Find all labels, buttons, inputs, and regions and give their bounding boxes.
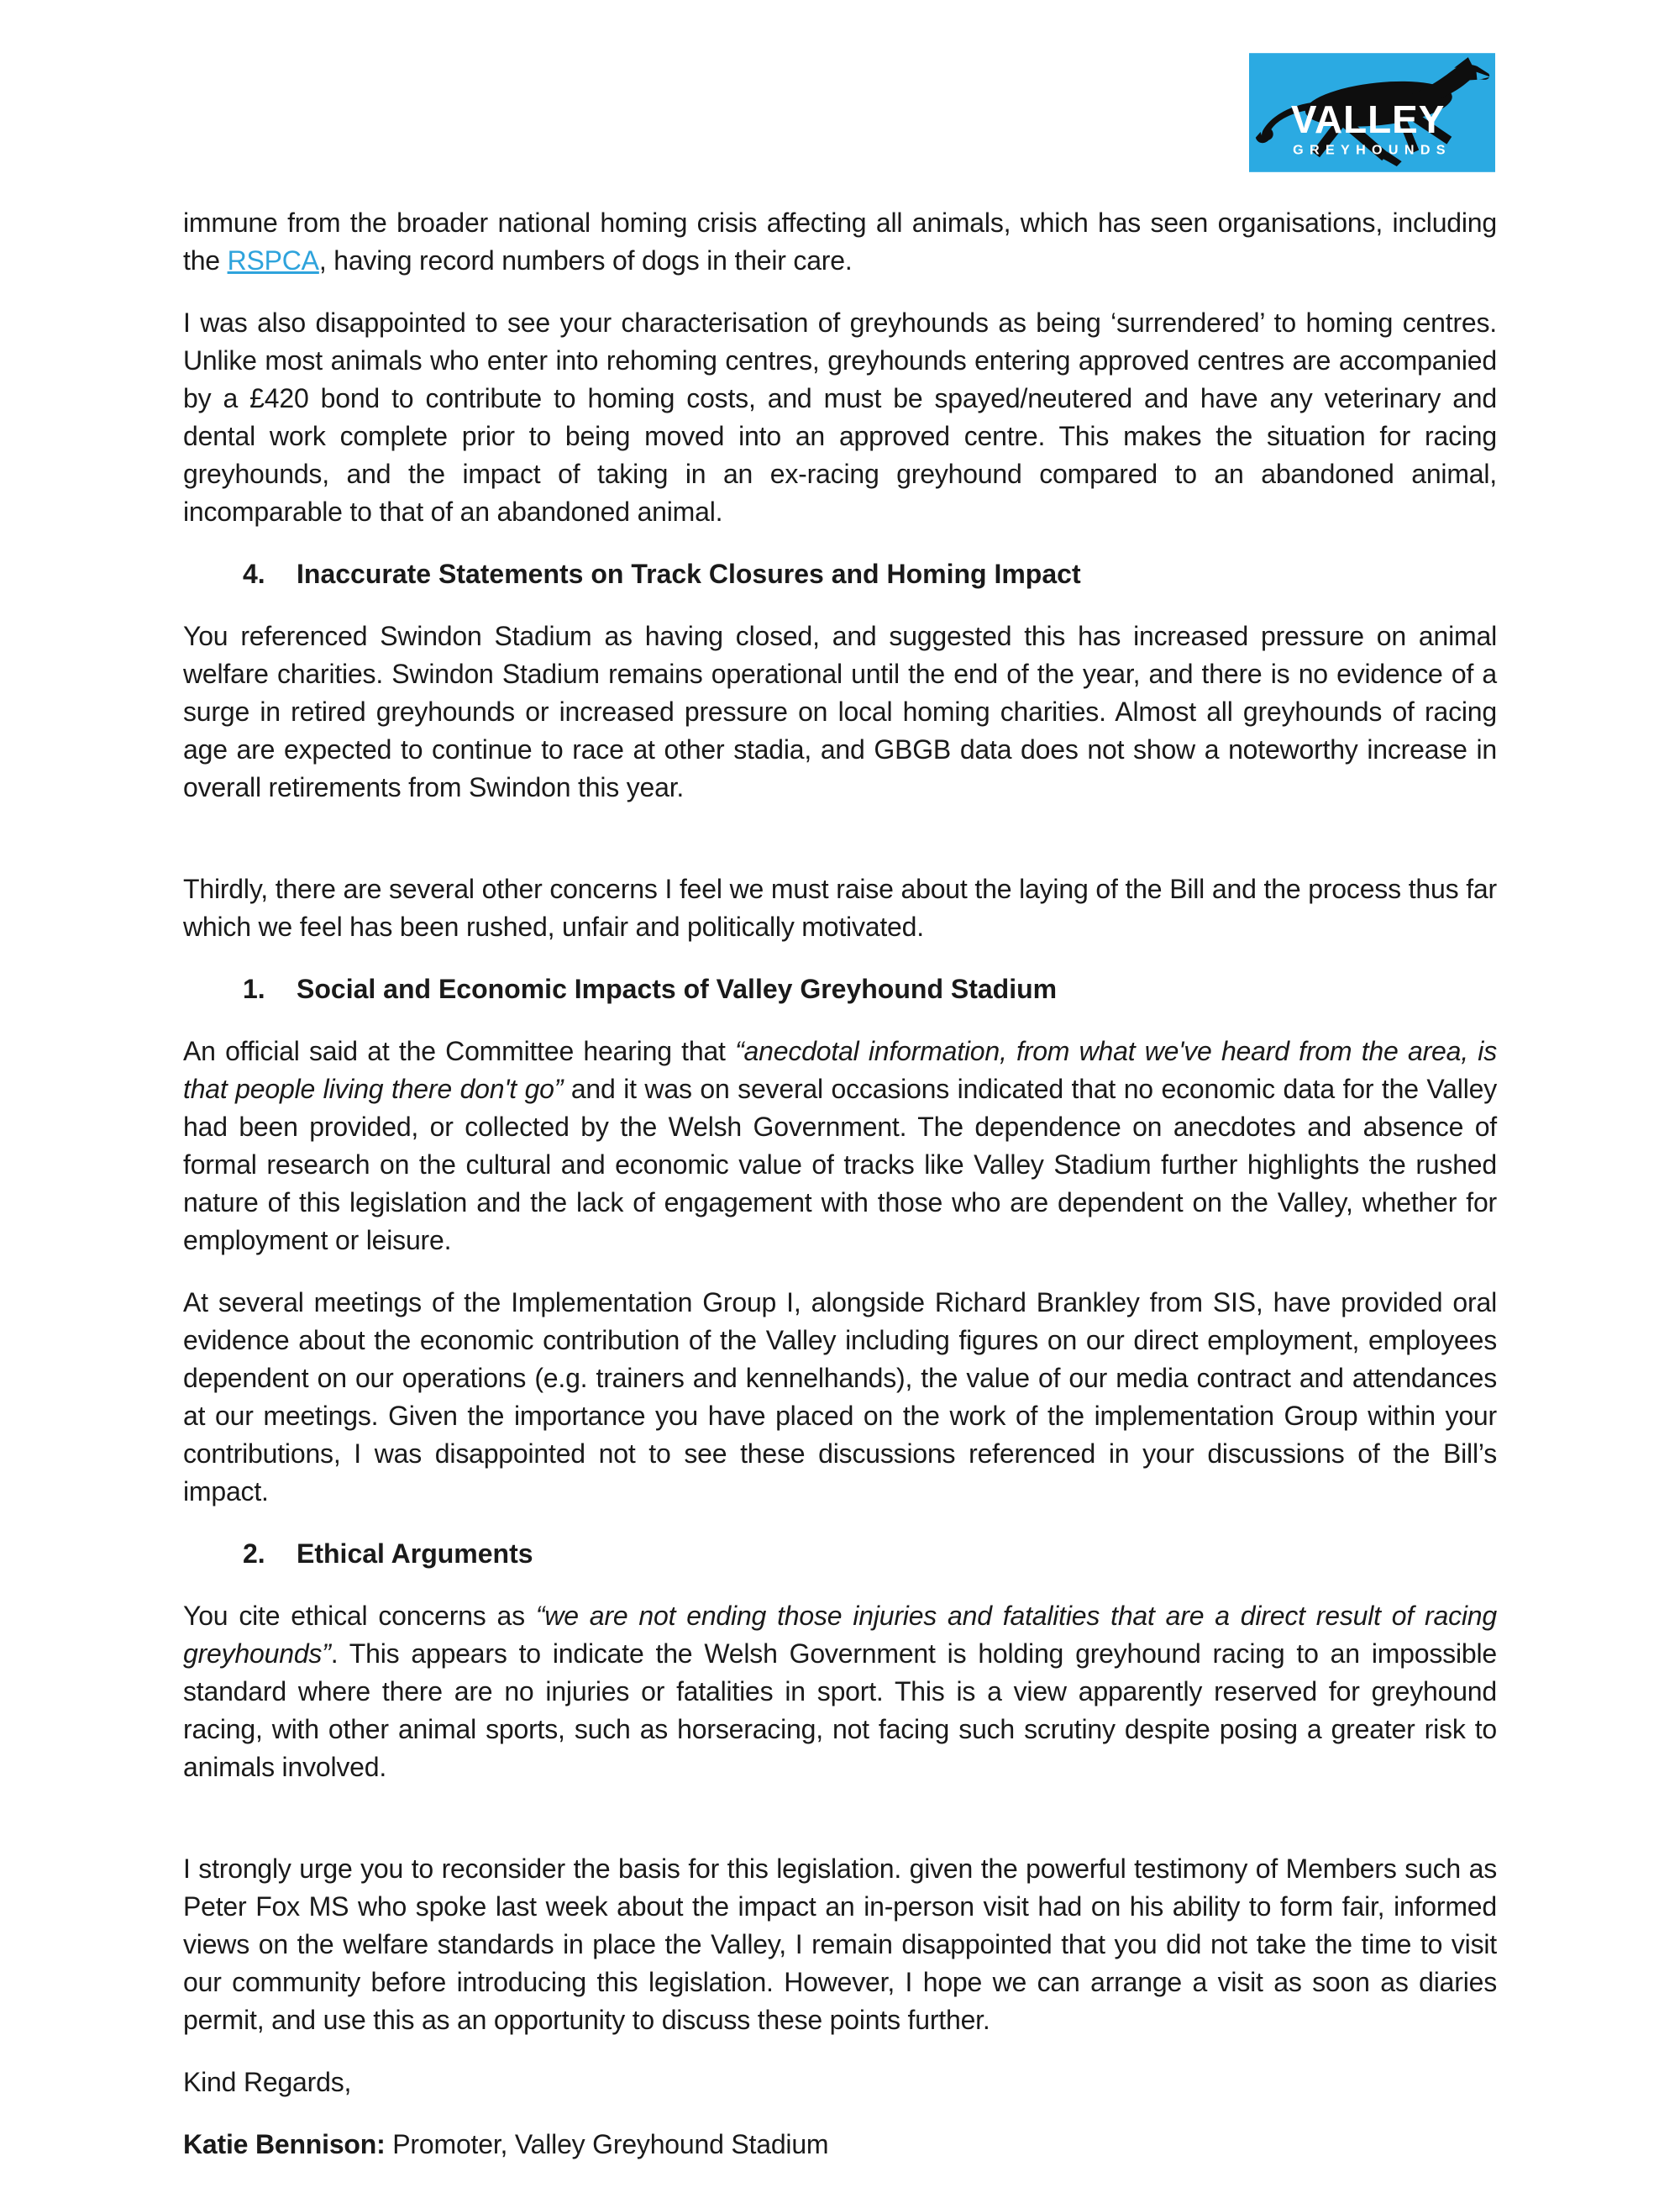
signature-line bbox=[183, 2126, 1497, 2164]
paragraph-reconsider-legislation: I strongly urge you to reconsider the basis for this legislation. given the powerful testimony of Members such as Peter Fox MS who spoke last week about the impact an in-person visit had on his ability to form fair, informed views on the welfare standards in place the Valley, I remain disappointed that you did not take the time to visit our community before introducing this legislation. However, I hope we can arrange a visit as soon as diaries permit, and use this as an opportunity to discuss these points further. bbox=[183, 1854, 1497, 2035]
paragraph-text: immune from the broader national homing crisis affecting all animals, which has seen organisations, including the bbox=[183, 208, 1497, 276]
heading-number: 2. bbox=[243, 1538, 265, 1569]
letter-body bbox=[183, 204, 1497, 2188]
paragraph-ethical-concerns bbox=[183, 1597, 1497, 1786]
paragraph-swindon-stadium: You referenced Swindon Stadium as having closed, and suggested this has increased pressure on animal welfare charities. Swindon Stadium remains operational until the end of the year, and there is no evidence of a surge in retired greyhounds or increased pressure on local homing charities. Almost all greyhounds of racing age are expected to continue to race at other stadia, and GBGB data does not show a noteworthy increase in overall retirements from Swindon this year. bbox=[183, 621, 1497, 802]
paragraph-text: and it was on several occasions indicated that no economic data for the Valley had been provided, or collected by the Welsh Government. The dependence on anecdotes and absence of formal research on the cultural and economic value of tracks like Valley Stadium further highlights the rushed nature of this legislation and the lack of engagement with those who are dependent on the Valley, whether for employment or leisure. bbox=[183, 1074, 1497, 1255]
paragraph-text: You cite ethical concerns as bbox=[183, 1601, 536, 1631]
paragraph-surrendered-characterisation: I was also disappointed to see your characterisation of greyhounds as being ‘surrendered’ to homing centres. Unlike most animals who enter into rehoming centres, greyhounds entering approved centres are accompanied by a £420 bond to contribute to homing costs, and must be spayed/neutered and have any veterinary and dental work complete prior to being moved into an approved centre. This makes the situation for racing greyhounds, and the impact of taking in an ex-racing greyhound compared to an abandoned animal, incomparable to that of an abandoned animal. bbox=[183, 308, 1497, 527]
heading-label: Inaccurate Statements on Track Closures and Homing Impact bbox=[297, 559, 1081, 589]
quoted-ethical-statement: “we are not ending those injuries and fatalities that are a direct result of racing greyhounds” bbox=[183, 1601, 1497, 1669]
blank-line bbox=[183, 831, 1497, 870]
heading-number: 4. bbox=[243, 559, 265, 589]
paragraph-committee-hearing bbox=[183, 1033, 1497, 1259]
quoted-testimony: “anecdotal information, from what we've heard from the area, is that people living there don't go” bbox=[183, 1036, 1497, 1104]
logo-subtitle: GREYHOUNDS bbox=[1293, 142, 1452, 158]
rspca-link[interactable]: RSPCA bbox=[227, 245, 319, 276]
heading-social-economic bbox=[183, 970, 1497, 1008]
paragraph-implementation-group: At several meetings of the Implementation Group I, alongside Richard Brankley from SIS, have provided oral evidence about the economic contribution of the Valley including figures on our direct employment, employees dependent on our operations (e.g. trainers and kennelhands), the value of our media contract and attendances at our meetings. Given the importance you have placed on the work of the implementation Group within your contributions, I was disappointed not to see these discussions referenced in your discussions of the Bill’s impact. bbox=[183, 1287, 1497, 1507]
paragraph-text: An official said at the Committee hearing that bbox=[183, 1036, 736, 1066]
heading-label: Ethical Arguments bbox=[297, 1538, 533, 1569]
heading-ethical-arguments bbox=[183, 1535, 1497, 1573]
paragraph-text: . This appears to indicate the Welsh Government is holding greyhound racing to an impossible standard where there are no injuries or fatalities in sport. This is a view apparently reserved for greyhound racing, with other animal sports, such as horseracing, not facing such scrutiny despite posing a greater risk to animals involved. bbox=[183, 1638, 1497, 1782]
paragraph-text: , having record numbers of dogs in their care. bbox=[318, 245, 853, 276]
signature-name: Katie Bennison: bbox=[183, 2129, 386, 2159]
paragraph-homing-crisis bbox=[183, 204, 1497, 280]
signature-role: Promoter, Valley Greyhound Stadium bbox=[385, 2129, 829, 2159]
blank-line bbox=[183, 1811, 1497, 1850]
paragraph-thirdly-concerns: Thirdly, there are several other concerns I feel we must raise about the laying of the Bill and the process thus far which we feel has been rushed, unfair and politically motivated. bbox=[183, 874, 1497, 942]
heading-number: 1. bbox=[243, 974, 265, 1004]
valley-greyhounds-logo bbox=[1249, 53, 1495, 172]
logo-title: VALLEY bbox=[1290, 97, 1446, 141]
heading-label: Social and Economic Impacts of Valley Greyhound Stadium bbox=[297, 974, 1058, 1004]
closing-kind-regards: Kind Regards, bbox=[183, 2067, 352, 2097]
heading-track-closures bbox=[183, 555, 1497, 593]
